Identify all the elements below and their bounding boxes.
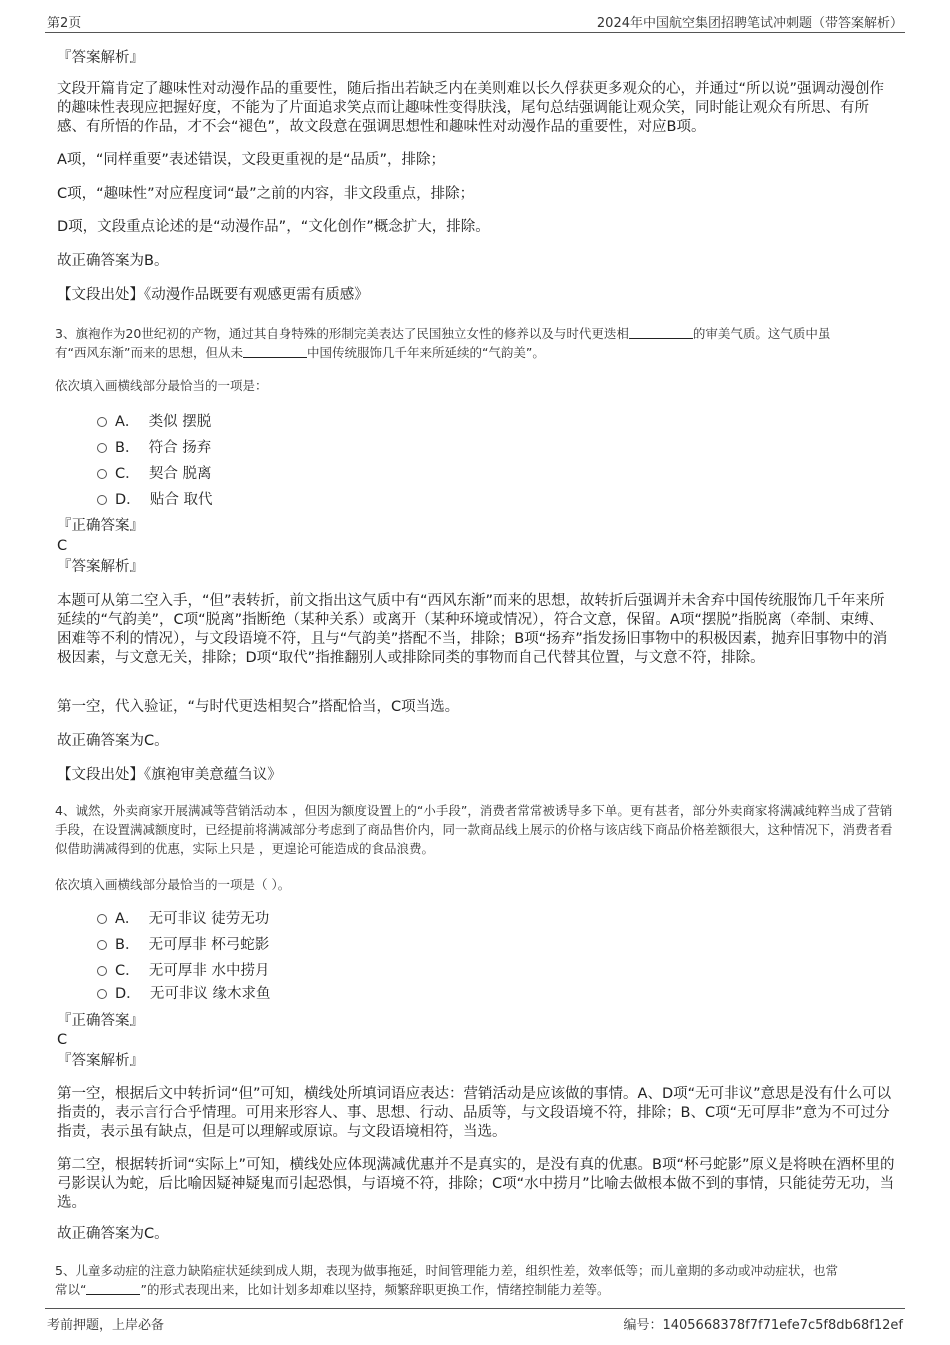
q3-analysis-paragraph-2: 第一空，代入验证，“与时代更迭相契合”搭配恰当，C项当选。 xyxy=(57,699,460,715)
option-text: 贴合 取代 xyxy=(149,492,213,508)
option-text: 契合 脱离 xyxy=(148,466,212,482)
radio-button[interactable] xyxy=(97,940,107,950)
q3-conclusion: 故正确答案为C。 xyxy=(57,733,169,749)
q4-stem: 4、诚然，外卖商家开展满减等营销活动本 ，但因为额度设置上的“小手段”，消费者常常被诱导多下单。更有甚者，部分外卖商家将满减纯粹当成了营销手段，在设置满减额度时，已经提前将满减部分考虑到了商品售价内，同一款商品线上展示的价格与该店线下商品价格差额很大，这种情况下，消费者看似借助满减得到的优惠，实际上只是 ，更遑论可能造成的食品浪费。 xyxy=(55,803,893,856)
radio-button[interactable] xyxy=(97,966,107,976)
q2-source: 【文段出处】《动漫作品既要有观感更需有质感》 xyxy=(57,287,369,303)
q2-conclusion: 故正确答案为B。 xyxy=(57,253,169,269)
option-text: 无可厚非 杯弓蛇影 xyxy=(148,937,270,953)
q3-source: 【文段出处】《旗袍审美意蕴刍议》 xyxy=(57,767,282,783)
q3-stem-part2: 的审美气质。这气质中虽 xyxy=(692,326,831,341)
q2-analysis-option-d: D项，文段重点论述的是“动漫作品”，“文化创作”概念扩大，排除。 xyxy=(57,219,490,235)
q3-correct-answer: C xyxy=(57,538,68,554)
q2-analysis-option-a: A项，“同样重要”表述错误，文段更重视的是“品质”，排除； xyxy=(57,152,445,168)
q3-stem xyxy=(55,324,900,362)
option-letter: D． xyxy=(115,986,141,1002)
radio-button[interactable] xyxy=(97,417,107,427)
answer-blank-1 xyxy=(86,1282,140,1295)
q4-option-a[interactable] xyxy=(97,910,269,928)
q3-option-c[interactable] xyxy=(97,465,211,483)
document-code: 编号：1405668378f7f71efe7c5f8db68f12ef xyxy=(623,1318,903,1333)
radio-button[interactable] xyxy=(97,443,107,453)
q4-analysis-label: 『答案解析』 xyxy=(57,1053,144,1069)
answer-blank-2 xyxy=(243,345,307,358)
page-footer xyxy=(45,1308,905,1331)
q3-option-a[interactable] xyxy=(97,413,211,431)
option-text: 符合 扬弃 xyxy=(148,440,212,456)
q3-option-b[interactable] xyxy=(97,439,211,457)
q5-stem xyxy=(55,1261,900,1299)
option-letter: B． xyxy=(115,440,140,456)
q4-prompt: 依次填入画横线部分最恰当的一项是（ ）。 xyxy=(55,877,291,892)
q3-prompt: 依次填入画横线部分最恰当的一项是： xyxy=(55,378,268,393)
q2-analysis-option-c: C项，“趣味性”对应程度词“最”之前的内容，非文段重点，排除； xyxy=(57,186,475,202)
option-letter: D． xyxy=(115,492,141,508)
option-letter: A． xyxy=(115,911,140,927)
page-number: 第2页 xyxy=(47,16,82,31)
option-letter: C． xyxy=(115,963,140,979)
q3-stem-part1: 3、旗袍作为20世纪初的产物，通过其自身特殊的形制完美表达了民国独立女性的修养以及与时代更迭相 xyxy=(55,326,629,341)
option-text: 无可厚非 水中捞月 xyxy=(148,963,270,979)
answer-blank-1 xyxy=(629,326,693,339)
q4-analysis-paragraph: 第一空，根据后文中转折词“但”可知，横线处所填词语应表达：营销活动是应该做的事情。A、D项“无可非议”意思是没有什么可以指责的，表示言行合乎情理。可用来形容人、事、思想、行动、品质等，与文段语境不符，排除；B、C项“无可厚非”意为不可过分指责，表示虽有缺点，但是可以理解或原谅。与文段语境相符，当选。 xyxy=(57,1086,892,1140)
q4-option-b[interactable] xyxy=(97,936,269,954)
q3-correct-label: 『正确答案』 xyxy=(57,518,144,534)
q4-correct-answer: C xyxy=(57,1032,68,1048)
option-text: 无可非议 缘木求鱼 xyxy=(149,986,271,1002)
page-header xyxy=(45,10,905,33)
q4-conclusion: 故正确答案为C。 xyxy=(57,1226,169,1242)
option-text: 无可非议 徒劳无功 xyxy=(148,911,270,927)
q5-stem-part1: 5、儿童多动症的注意力缺陷症状延续到成人期，表现为做事拖延，时间管理能力差，组织性差，效率低等；而儿童期的多动或冲动症状，也常 xyxy=(55,1263,838,1278)
option-letter: C． xyxy=(115,466,140,482)
q4-option-c[interactable] xyxy=(97,962,269,980)
q4-correct-label: 『正确答案』 xyxy=(57,1013,144,1029)
q5-stem-part2: 常以“ xyxy=(55,1282,87,1297)
q2-analysis-label: 『答案解析』 xyxy=(57,50,144,66)
radio-button[interactable] xyxy=(97,469,107,479)
option-text: 类似 摆脱 xyxy=(148,414,212,430)
option-letter: B． xyxy=(115,937,140,953)
q5-stem-part3: ”的形式表现出来，比如计划多却难以坚持，频繁辞职更换工作，情绪控制能力差等。 xyxy=(140,1282,610,1297)
radio-button[interactable] xyxy=(97,495,107,505)
option-letter: A． xyxy=(115,414,140,430)
q3-analysis-paragraph: 本题可从第二空入手，“但”表转折，前文指出这气质中有“西风东渐”而来的思想，故转折后强调并未舍弃中国传统服饰几千年来所延续的“气韵美”，C项“脱离”指断绝（某种关系）或离开（某种环境或情况），符合文意，保留。A项“摆脱”指脱离（牵制、束缚、困难等不利的情况），与文段语境不符，且与“气韵美”搭配不当，排除；B项“扬弃”指发扬旧事物中的积极因素，抛弃旧事物中的消极因素，与文意无关，排除；D项“取代”指推翻别人或排除同类的事物而自己代替其位置，与文意不符，排除。 xyxy=(57,593,888,666)
q3-stem-part4: 中国传统服饰几千年来所延续的“气韵美”。 xyxy=(306,345,545,360)
document-title: 2024年中国航空集团招聘笔试冲刺题（带答案解析） xyxy=(596,16,903,31)
q2-analysis-paragraph: 文段开篇肯定了趣味性对动漫作品的重要性，随后指出若缺乏内在美则难以长久俘获更多观众的心，并通过“所以说”强调动漫创作的趣味性表现应把握好度，不能为了片面追求笑点而让趣味性变得肤浅，尾句总结强调能让观众笑，同时能让观众有所思、有所感、有所悟的作品，才不会“褪色”，故文段意在强调思想性和趣味性对动漫作品的重要性，对应B项。 xyxy=(57,81,885,135)
radio-button[interactable] xyxy=(97,914,107,924)
q3-analysis-label: 『答案解析』 xyxy=(57,559,144,575)
q4-analysis-paragraph-2: 第二空，根据转折词“实际上”可知，横线处应体现满减优惠并不是真实的，是没有真的优惠。B项“杯弓蛇影”原义是将映在酒杯里的弓影误认为蛇，后比喻因疑神疑鬼而引起恐惧，与语境不符，排除；C项“水中捞月”比喻去做根本做不到的事情，只能徒劳无功，当选。 xyxy=(57,1157,895,1211)
footer-slogan: 考前押题，上岸必备 xyxy=(47,1318,165,1333)
radio-button[interactable] xyxy=(97,989,107,999)
q4-option-d[interactable] xyxy=(97,985,271,1003)
q3-stem-part3: 有“西风东渐”而来的思想，但从未 xyxy=(55,345,243,360)
q3-option-d[interactable] xyxy=(97,491,213,509)
